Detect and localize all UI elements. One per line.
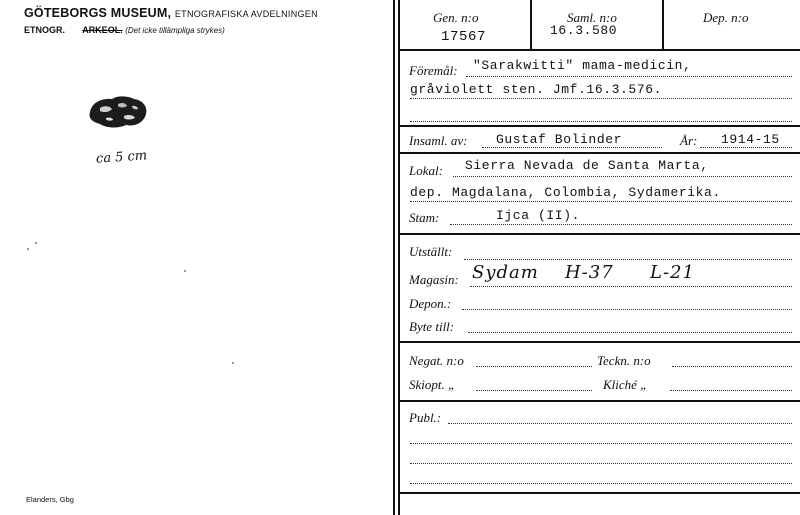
foremal-line-1: "Sarakwitti" mama-medicin, <box>473 58 692 73</box>
fill-line <box>410 201 792 202</box>
publ-label: Publ.: <box>409 410 442 425</box>
fill-line <box>410 463 792 464</box>
scan-speck <box>184 270 186 272</box>
lokal-line-2: dep. Magdalana, Colombia, Sydamerika. <box>410 185 721 200</box>
printer-imprint: Elanders, Gbg <box>26 495 74 504</box>
dept-abbr: ETNOGR. <box>24 25 66 35</box>
instruction-note: (Det icke tillämpliga strykes) <box>125 26 225 35</box>
scan-speck <box>35 242 37 244</box>
fill-line <box>476 390 592 391</box>
museum-header <box>24 6 318 20</box>
dep-number-label: Dep. n:o <box>703 10 749 25</box>
utstallt-label: Utställt: <box>409 244 453 259</box>
card-margin-line <box>398 0 400 515</box>
foremal-label: Föremål: <box>409 63 458 78</box>
section-rule <box>398 125 800 127</box>
box-divider <box>662 0 664 50</box>
section-rule <box>398 341 800 343</box>
fill-line <box>700 147 792 148</box>
card-margin-line <box>393 0 395 515</box>
insaml-label: Insaml. av: <box>409 133 468 148</box>
foremal-line-2: gråviolett sten. Jmf.16.3.576. <box>410 82 663 97</box>
magasin-handwritten-area: Sydam <box>472 262 539 283</box>
fill-line <box>410 98 792 99</box>
fill-line <box>410 443 792 444</box>
fill-line <box>450 224 792 225</box>
fill-line <box>448 423 792 424</box>
scan-speck <box>232 362 234 364</box>
magasin-label: Magasin: <box>409 272 459 287</box>
kliche-label: Kliché „ <box>603 377 648 392</box>
fill-line <box>466 76 792 77</box>
fill-line <box>464 259 792 260</box>
scale-note: ca 5 cm <box>95 148 148 167</box>
fill-line <box>468 332 792 333</box>
museum-name: GÖTEBORGS MUSEUM, <box>24 6 172 20</box>
magasin-handwritten-row: L-21 <box>650 262 695 283</box>
scan-speck <box>27 248 29 250</box>
fill-line <box>410 121 792 122</box>
section-rule <box>398 233 800 235</box>
negat-label: Negat. n:o <box>409 353 464 368</box>
fill-line <box>476 366 592 367</box>
fill-line <box>462 309 792 310</box>
lokal-line-1: Sierra Nevada de Santa Marta, <box>465 158 709 173</box>
fill-line <box>410 483 792 484</box>
bottom-rule <box>398 492 800 494</box>
box-bottom-rule <box>398 49 800 51</box>
depon-label: Depon.: <box>409 296 452 311</box>
gen-number-label: Gen. n:o <box>433 10 479 25</box>
teckn-label: Teckn. n:o <box>597 353 651 368</box>
gen-number-value: 17567 <box>441 29 487 45</box>
byte-label: Byte till: <box>409 319 455 334</box>
fill-line <box>482 147 662 148</box>
year-value: 1914-15 <box>721 132 780 147</box>
department-subheader <box>24 25 225 35</box>
struck-word: ARKEOL. <box>82 25 123 35</box>
fill-line <box>470 286 792 287</box>
stam-value: Ijca (II). <box>496 208 581 223</box>
fill-line <box>672 366 792 367</box>
lokal-label: Lokal: <box>409 163 443 178</box>
section-rule <box>398 152 800 154</box>
box-divider <box>530 0 532 50</box>
year-label: År: <box>680 133 698 148</box>
skiopt-label: Skiopt. „ <box>409 377 456 392</box>
saml-number-value: 16.3.580 <box>550 23 618 38</box>
fill-line <box>670 390 792 391</box>
fill-line <box>453 176 792 177</box>
magasin-handwritten-shelf: H-37 <box>565 262 614 283</box>
department-name: ETNOGRAFISKA AVDELNINGEN <box>174 9 318 19</box>
stam-label: Stam: <box>409 210 440 225</box>
stone-artifact-drawing <box>86 92 150 130</box>
insaml-value: Gustaf Bolinder <box>496 132 623 147</box>
saml-number-label: Saml. n:o <box>567 10 617 25</box>
section-rule <box>398 400 800 402</box>
